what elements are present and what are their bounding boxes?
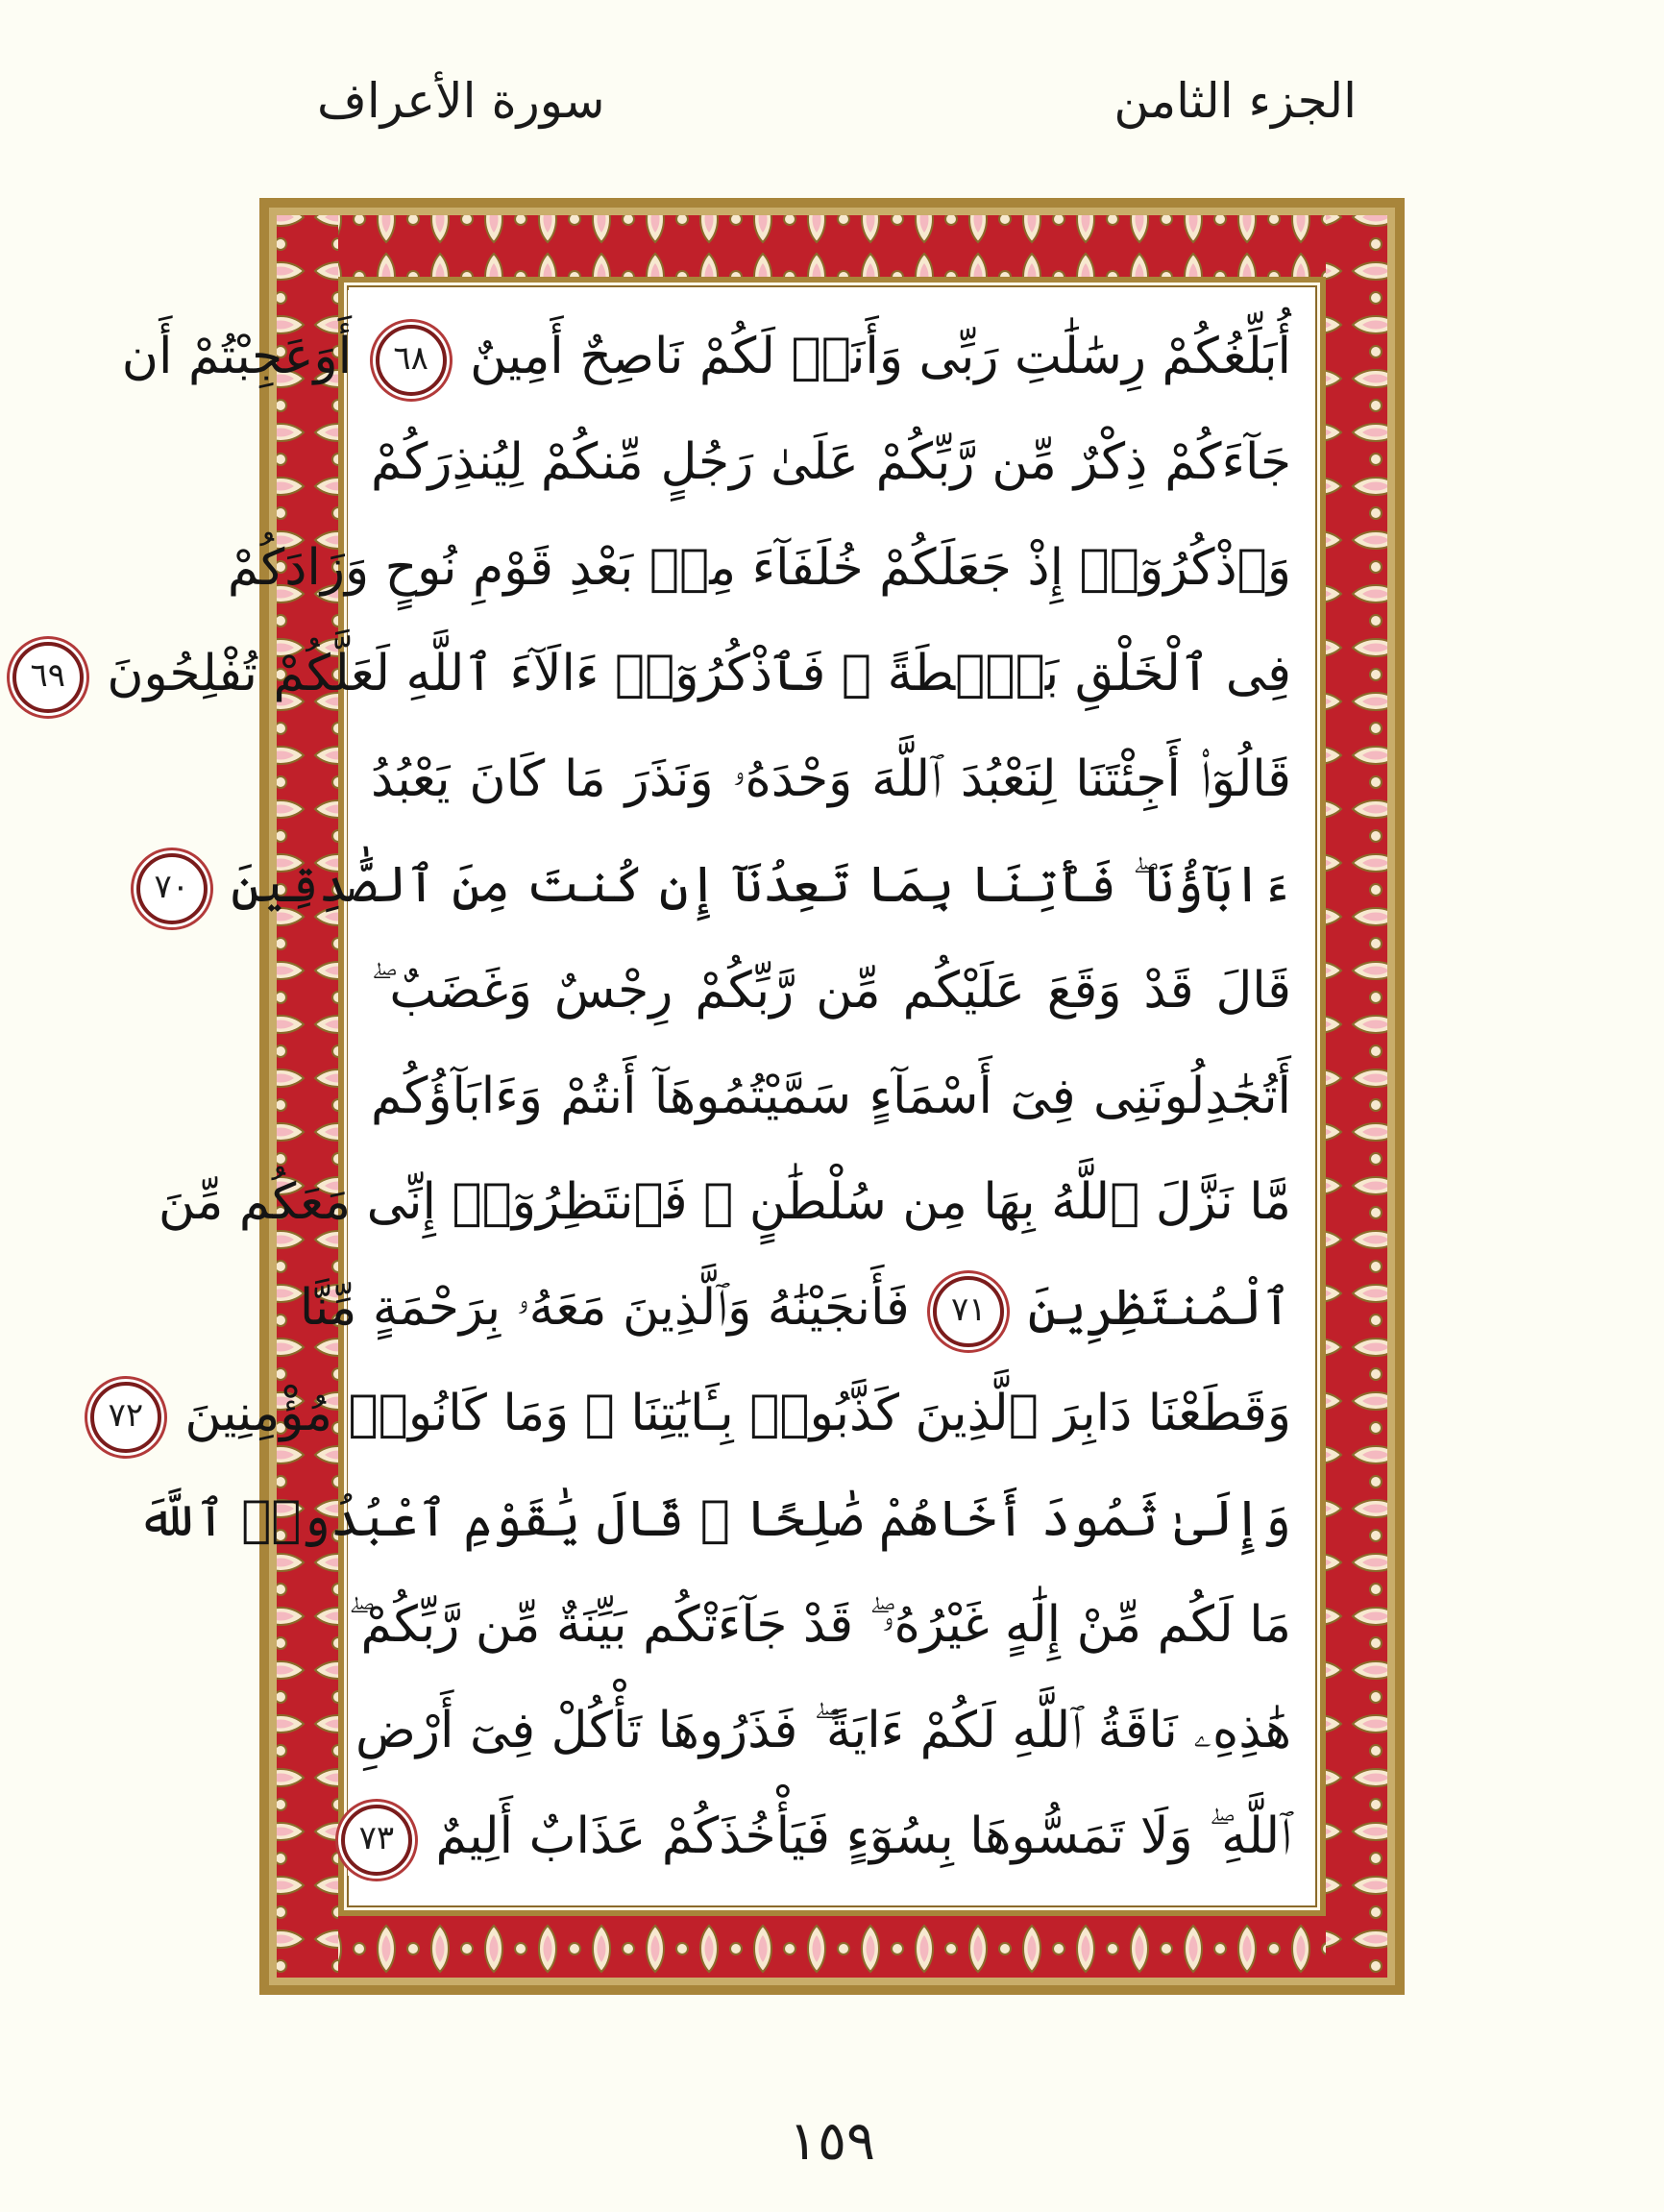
ayah-number-marker: ٦٩ <box>12 642 84 713</box>
verse-text: جَآءَكُمْ ذِكْرٌ مِّن رَّبِّكُمْ عَلَىٰ رَجُلٍ مِّنكُمْ لِيُنذِرَكُمْ <box>371 433 1291 491</box>
verse-text: ءَابَآؤُنَا ۖ فَأْتِنَا بِمَا تَعِدُنَآ إِن كُنتَ مِنَ ٱلصَّٰدِقِينَ <box>231 856 1291 914</box>
verse-line <box>154 828 1291 942</box>
surah-title: سورة الأعراف <box>317 73 605 129</box>
verse-line <box>158 1145 1291 1259</box>
verse-text: وَٱذْكُرُوٓا۟ إِذْ جَعَلَكُمْ خُلَفَآءَ مِنۢ بَعْدِ قَوْمِ نُوحٍ وَزَادَكُمْ <box>227 539 1291 597</box>
verse-line <box>299 1251 1291 1364</box>
verse-line <box>227 511 1291 625</box>
ayah-number-marker: ٧٣ <box>341 1805 412 1876</box>
verse-text: فَأَنجَيْنَٰهُ وَٱلَّذِينَ مَعَهُۥ بِرَحْمَةٍ مِّنَّا <box>299 1279 910 1337</box>
verse-line <box>348 1568 1291 1682</box>
verse-line <box>358 1780 1291 1893</box>
verse-text: أَوَعَجِبْتُمْ أَن <box>121 328 353 385</box>
juz-title: الجزء الثامن <box>1113 73 1357 129</box>
verse-text: ٱللَّهِ ۖ وَلَا تَمَسُّوهَا بِسُوٓءٍ فَيَأْخُذَكُمْ عَذَابٌ أَلِيمٌ <box>435 1807 1291 1865</box>
verse-line <box>355 1674 1291 1787</box>
page-number: ١٥٩ <box>788 2110 876 2173</box>
verse-text: هَٰذِهِۦ نَاقَةُ ٱللَّهِ لَكُمْ ءَايَةً ۖ فَذَرُوهَا تَأْكُلْ فِىٓ أَرْضِ <box>355 1702 1291 1759</box>
ayah-number-marker: ٧١ <box>933 1276 1004 1347</box>
verse-line <box>108 1357 1291 1470</box>
ayah-number-marker: ٧٢ <box>90 1382 161 1453</box>
ayah-number-marker: ٦٨ <box>376 325 447 396</box>
verse-text: مَّا نَزَّلَ ٱللَّهُ بِهَا مِن سُلْطَٰنٍ ۚ فَٱنتَظِرُوٓا۟ إِنِّى مَعَكُم مِّنَ <box>158 1173 1291 1231</box>
ayah-number-marker: ٧٠ <box>136 853 208 924</box>
verse-text: أَتُجَٰدِلُونَنِى فِىٓ أَسْمَآءٍ سَمَّيْتُمُوهَآ أَنتُمْ وَءَابَآؤُكُم <box>371 1068 1291 1125</box>
verse-line <box>371 934 1291 1047</box>
verse-text: وَإِلَىٰ ثَمُودَ أَخَاهُمْ صَٰلِحًا ۗ قَالَ يَٰقَوْمِ ٱعْبُدُوا۟ ٱللَّهَ <box>137 1490 1291 1548</box>
verse-text: وَقَطَعْنَا دَابِرَ ٱلَّذِينَ كَذَّبُوا۟ بِـَٔايَٰتِنَا ۖ وَمَا كَانُوا۟ مُؤْمِنِينَ <box>184 1385 1291 1442</box>
verse-line <box>371 723 1291 836</box>
verse-text: ٱلْمُنتَظِرِينَ <box>1027 1279 1291 1337</box>
verse-line <box>371 406 1291 519</box>
verse-line <box>30 617 1291 730</box>
verse-line <box>371 1040 1291 1153</box>
verse-text: قَالُوٓا۟ أَجِئْتَنَا لِنَعْبُدَ ٱللَّهَ وَحْدَهُۥ وَنَذَرَ مَا كَانَ يَعْبُدُ <box>371 750 1291 808</box>
verse-text: مَا لَكُم مِّنْ إِلَٰهٍ غَيْرُهُۥ ۖ قَدْ جَآءَتْكُم بَيِّنَةٌ مِّن رَّبِّكُمْ ۖ <box>348 1596 1291 1654</box>
quran-text-panel <box>30 290 1314 1876</box>
verse-text: فِى ٱلْخَلْقِ بَصْۜطَةً ۖ فَٱذْكُرُوٓا۟ ءَالَآءَ ٱللَّهِ لَعَلَّكُمْ تُفْلِحُونَ <box>107 645 1291 702</box>
verse-text: قَالَ قَدْ وَقَعَ عَلَيْكُم مِّن رَّبِّكُمْ رِجْسٌ وَغَضَبٌ ۖ <box>371 962 1291 1020</box>
verse-line <box>137 1462 1291 1576</box>
verse-line <box>121 300 1291 413</box>
verse-text: أُبَلِّغُكُمْ رِسَٰلَٰتِ رَبِّى وَأَنَا۠ لَكُمْ نَاصِحٌ أَمِينٌ <box>470 328 1291 385</box>
